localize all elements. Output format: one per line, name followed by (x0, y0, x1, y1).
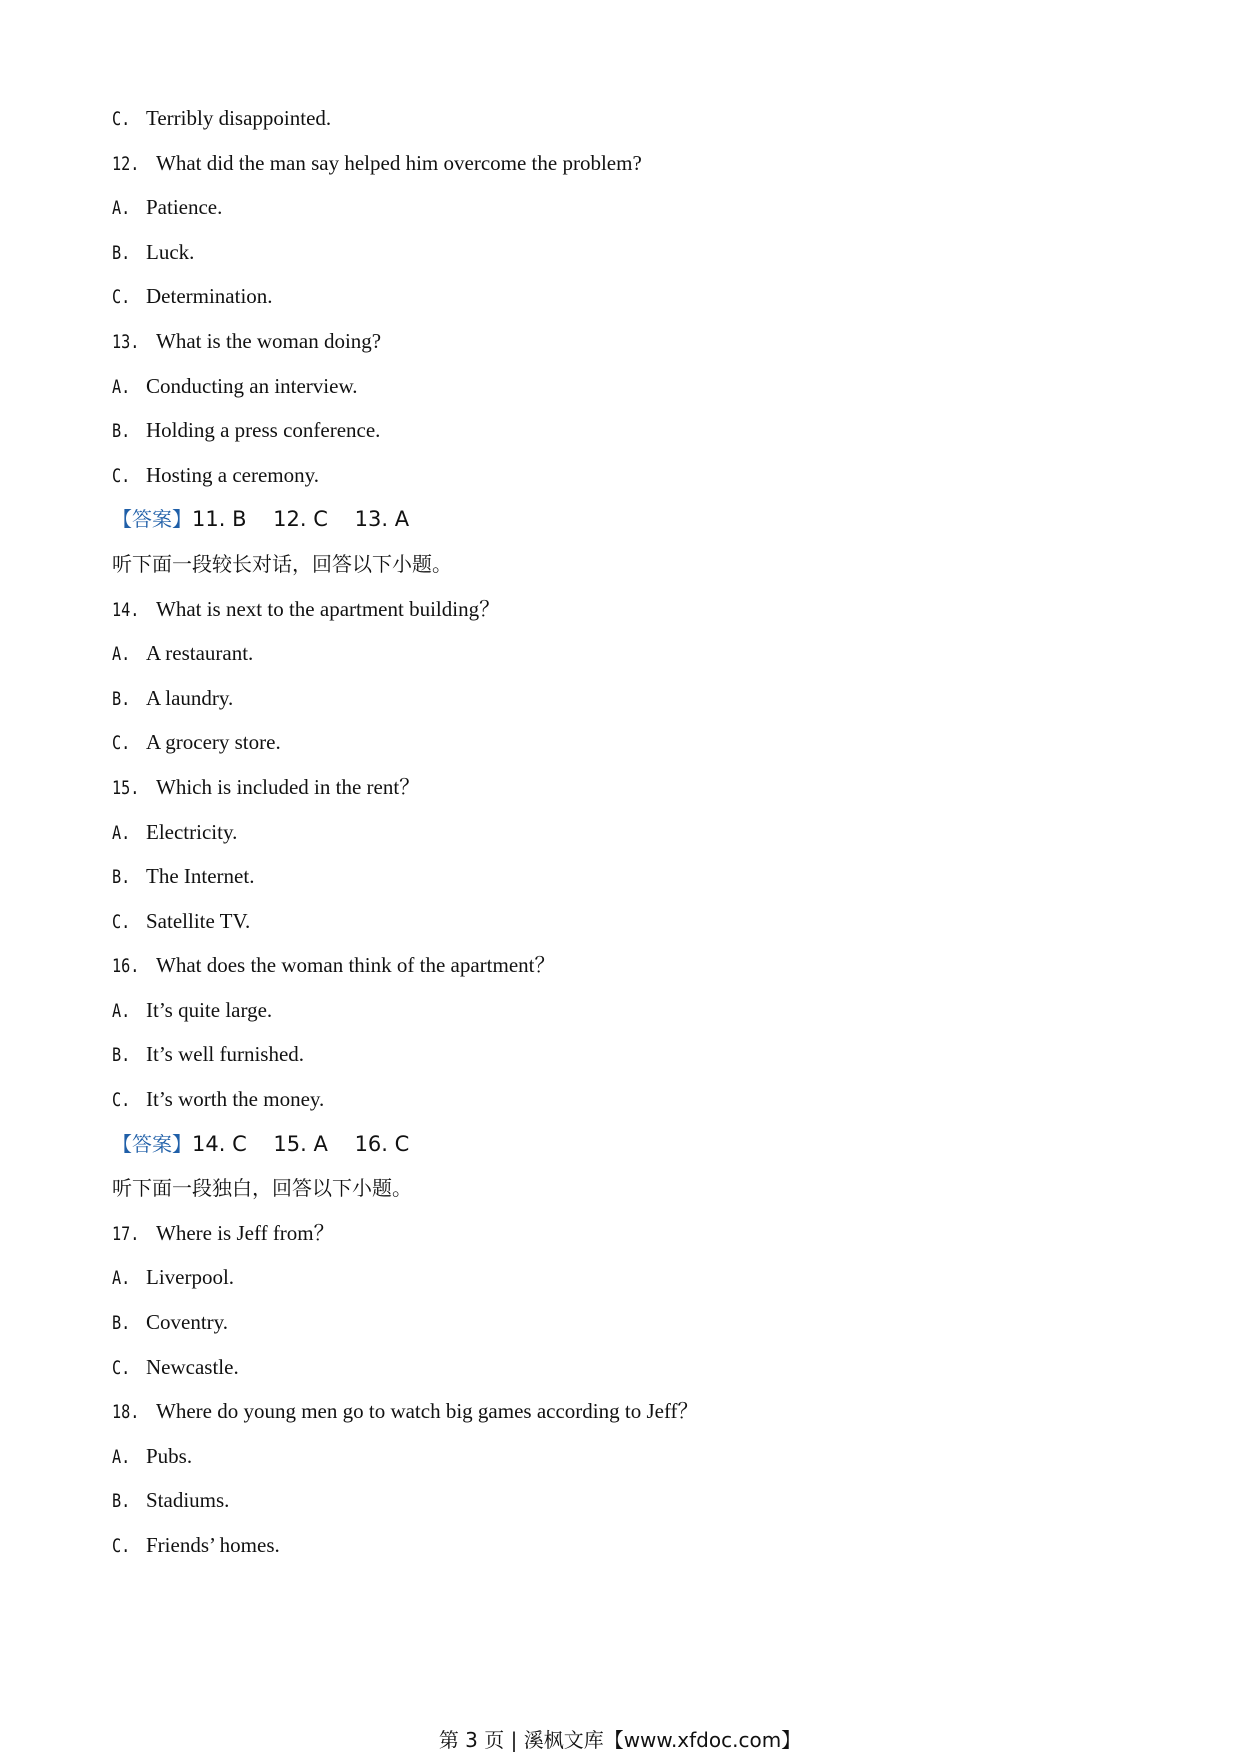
question-line (112, 767, 1132, 812)
question-text: What did the man say helped him overcome the problem? (156, 150, 642, 175)
option-text: Holding a press conference. (146, 418, 381, 443)
option-label: C. (112, 286, 131, 309)
question-text: Where is Jeff from？ (156, 1220, 335, 1245)
answer-line (112, 1124, 1132, 1169)
option-line (112, 366, 1132, 411)
answer-text: 11. B 12. C 13. A (192, 507, 410, 532)
option-label: B. (112, 1312, 131, 1335)
question-text: Where do young men go to watch big games according to Jeff？ (156, 1399, 699, 1424)
option-label: C. (112, 108, 131, 130)
question-line (112, 1391, 1132, 1436)
option-label: B. (112, 1044, 131, 1067)
option-line (112, 187, 1132, 232)
question-text: What is next to the apartment building？ (156, 596, 501, 621)
option-text: A grocery store. (146, 730, 281, 755)
option-text: A restaurant. (146, 641, 254, 666)
option-label: A. (112, 643, 131, 666)
option-line (112, 1480, 1132, 1525)
option-text: Determination. (146, 284, 273, 309)
option-line (112, 722, 1132, 767)
option-label: B. (112, 1490, 131, 1513)
option-text: The Internet. (146, 864, 255, 889)
option-label: C. (112, 1356, 131, 1379)
option-line (112, 1525, 1132, 1570)
option-label: C. (112, 464, 131, 487)
option-label: A. (112, 1267, 131, 1290)
option-text: A laundry. (146, 685, 234, 710)
question-text: Which is included in the rent？ (156, 774, 421, 799)
document-body (112, 98, 1132, 1570)
option-text: Coventry. (146, 1310, 229, 1335)
option-line (112, 455, 1132, 500)
option-text: It’s well furnished. (146, 1042, 305, 1067)
option-line (112, 1079, 1132, 1124)
question-line (112, 321, 1132, 366)
option-label: A. (112, 1445, 131, 1468)
answer-tag: 【答案】 (112, 1131, 192, 1156)
option-line (112, 856, 1132, 901)
answer-tag: 【答案】 (112, 507, 192, 532)
question-number: 16. (112, 955, 140, 978)
option-line (112, 812, 1132, 857)
option-line (112, 901, 1132, 946)
question-number: 14. (112, 598, 140, 621)
option-line (112, 1347, 1132, 1392)
answer-text: 14. C 15. A 16. C (192, 1131, 410, 1156)
option-label: B. (112, 687, 131, 710)
option-text: Stadiums. (146, 1488, 230, 1513)
footer-text: 第 3 页 | 溪枫文库【www.xfdoc.com】 (438, 1728, 802, 1752)
question-line (112, 143, 1132, 188)
option-text: Terribly disappointed. (146, 106, 332, 130)
question-line (112, 945, 1132, 990)
option-text: Newcastle. (146, 1354, 239, 1379)
option-label: C. (112, 1535, 131, 1557)
option-label: B. (112, 420, 131, 443)
option-text: Friends’ homes. (146, 1533, 280, 1557)
answer-line (112, 499, 1132, 544)
question-line (112, 589, 1132, 634)
option-label: A. (112, 999, 131, 1022)
option-label: B. (112, 866, 131, 889)
option-line (112, 232, 1132, 277)
option-line (112, 678, 1132, 723)
option-label: A. (112, 197, 131, 220)
option-line (112, 1034, 1132, 1079)
question-number: 12. (112, 152, 140, 175)
option-label: B. (112, 241, 131, 264)
option-text: Luck. (146, 239, 195, 264)
instruction-text: 听下面一段较长对话，回答以下小题。 (112, 551, 452, 576)
option-label: C. (112, 732, 131, 755)
instruction-line (112, 544, 1132, 589)
option-line (112, 410, 1132, 455)
option-text: Pubs. (146, 1443, 193, 1468)
option-label: A. (112, 375, 131, 398)
page-footer (0, 1727, 1240, 1753)
option-text: Satellite TV. (146, 908, 251, 933)
option-line (112, 1302, 1132, 1347)
option-line (112, 98, 1132, 143)
option-text: Patience. (146, 195, 223, 220)
option-text: Liverpool. (146, 1265, 235, 1290)
option-text: Conducting an interview. (146, 373, 358, 398)
option-line (112, 276, 1132, 321)
question-number: 15. (112, 776, 140, 799)
option-line (112, 1436, 1132, 1481)
instruction-line (112, 1168, 1132, 1213)
question-number: 17. (112, 1222, 140, 1245)
question-number: 13. (112, 330, 140, 353)
question-text: What is the woman doing? (156, 328, 382, 353)
option-text: Hosting a ceremony. (146, 462, 320, 487)
option-label: C. (112, 1089, 131, 1112)
option-label: C. (112, 910, 131, 933)
question-text: What does the woman think of the apartment？ (156, 953, 556, 978)
option-line (112, 990, 1132, 1035)
question-number: 18. (112, 1401, 140, 1424)
option-text: It’s worth the money. (146, 1087, 325, 1112)
option-label: A. (112, 821, 131, 844)
option-text: Electricity. (146, 819, 238, 844)
instruction-text: 听下面一段独白，回答以下小题。 (112, 1176, 412, 1201)
option-line (112, 633, 1132, 678)
question-line (112, 1213, 1132, 1258)
option-line (112, 1257, 1132, 1302)
option-text: It’s quite large. (146, 997, 273, 1022)
